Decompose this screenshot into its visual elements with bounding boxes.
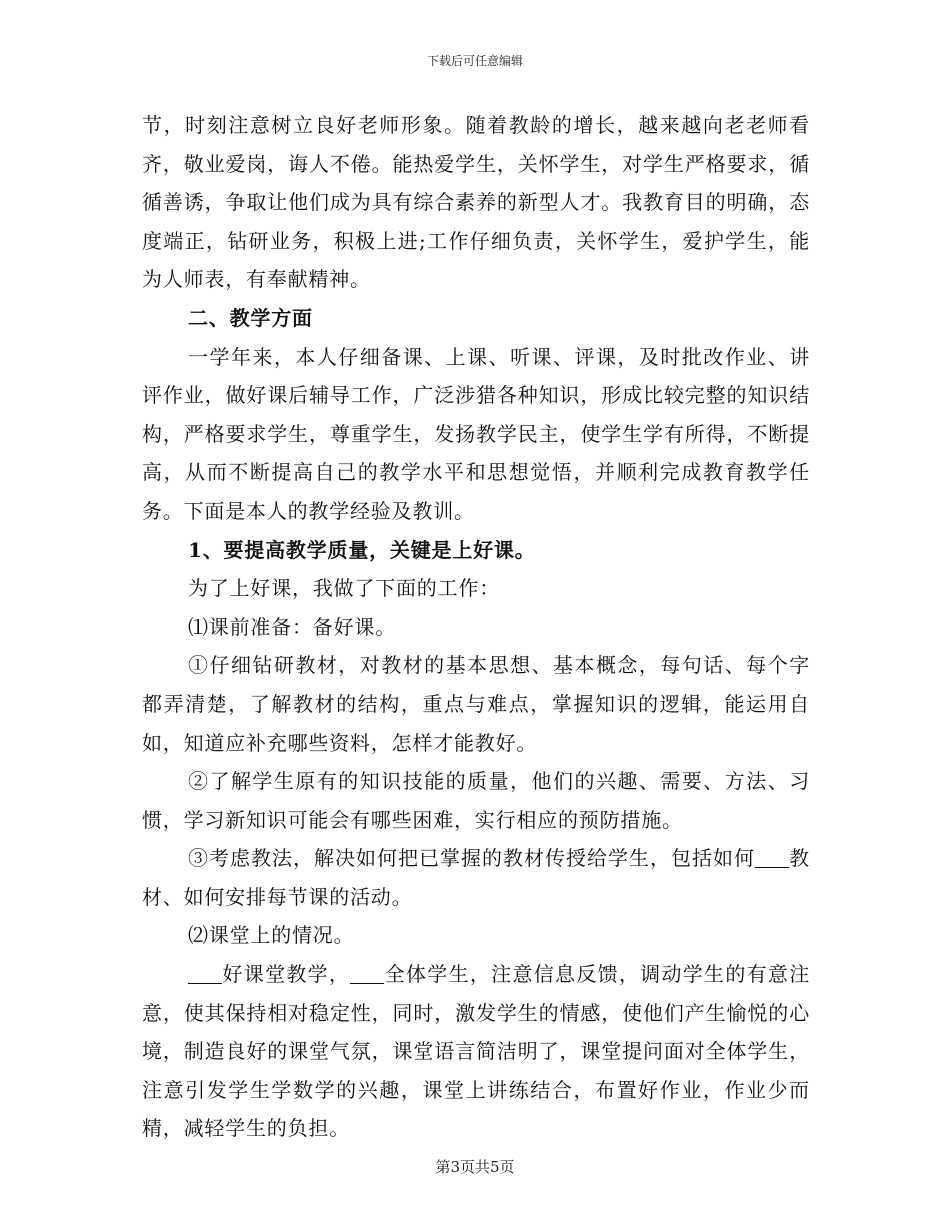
item-teaching-method-text-b: 教材、如何安排每节课的活动。: [142, 846, 810, 909]
fill-blank: [188, 963, 222, 984]
item-know-students: ②了解学生原有的知识技能的质量，他们的兴趣、需要、方法、习惯，学习新知识可能会有哪些困难，实行相应的预防措施。: [142, 769, 810, 832]
classroom-text-a: 好课堂教学，: [222, 962, 351, 987]
item-preparation: ⑴课前准备：备好课。: [188, 614, 396, 639]
fill-blank: [755, 847, 789, 868]
item-teaching-method: [142, 839, 810, 916]
page-footer: 第3页共5页: [435, 1158, 515, 1176]
page-header: 下载后可任意编辑: [426, 54, 523, 68]
paragraph-classroom-details: [142, 955, 810, 1148]
subheading-quality: 1、要提高教学质量，关键是上好课。: [188, 537, 536, 562]
item-classroom: ⑵课堂上的情况。: [188, 923, 355, 948]
section-heading-teaching: 二、教学方面: [188, 305, 313, 330]
fill-blank: [350, 963, 384, 984]
classroom-text-b: 全体学生，注意信息反馈，调动学生的有意注意，使其保持相对稳定性，同时，激发学生的情感，使他们产生愉悦的心境，制造良好的课堂气氛，课堂语言简洁明了，课堂提问面对全体学生，注意引发学生学数学的兴趣，课堂上讲练结合，布置好作业，作业少而精，减轻学生的负担。: [142, 962, 811, 1141]
item-teaching-method-text-a: ③考虑教法，解决如何把已掌握的教材传授给学生，包括如何: [188, 846, 755, 871]
paragraph-teacher-image: 节，时刻注意树立良好老师形象。随着教龄的增长，越来越向老老师看齐，敬业爱岗，诲人不倦。能热爱学生，关怀学生，对学生严格要求，循循善诱，争取让他们成为具有综合素养的新型人才。我教育目的明确，态度端正，钻研业务，积极上进;工作仔细负责，关怀学生，爱护学生，能为人师表，有奉献精神。: [142, 113, 810, 292]
document-body: [142, 106, 810, 1148]
paragraph-teaching-summary: 一学年来，本人仔细备课、上课、听课、评课，及时批改作业、讲评作业，做好课后辅导工作，广泛涉猎各种知识，形成比较完整的知识结构，严格要求学生，尊重学生，发扬教学民主，使学生学有所得，不断提高，从而不断提高自己的教学水平和思想觉悟，并顺利完成教育教学任务。下面是本人的教学经验及教训。: [142, 344, 810, 523]
item-study-materials: ①仔细钻研教材，对教材的基本思想、基本概念，每句话、每个字都弄清楚，了解教材的结构，重点与难点，掌握知识的逻辑，能运用自如，知道应补充哪些资料，怎样才能教好。: [142, 653, 810, 755]
paragraph-intro-work: 为了上好课，我做了下面的工作：: [188, 576, 500, 601]
